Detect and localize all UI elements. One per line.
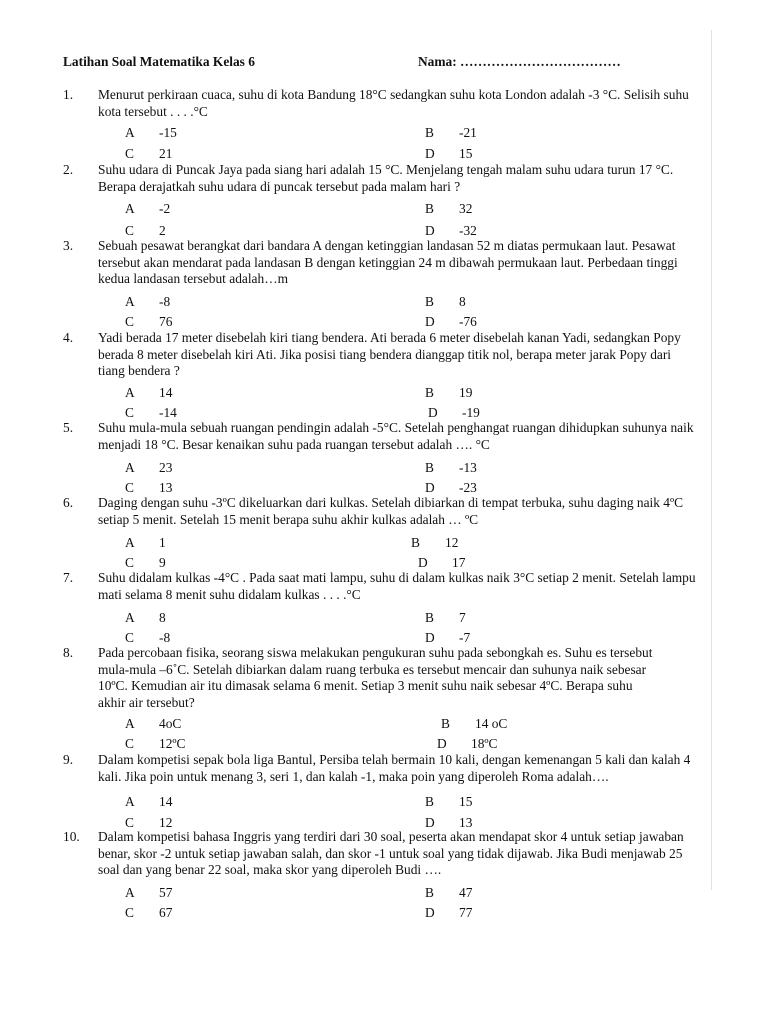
option-letter: C — [125, 630, 134, 645]
option-value: 13 — [159, 480, 173, 495]
option-letter: C — [125, 314, 134, 329]
option-letter: D — [425, 630, 435, 645]
option-value: 67 — [159, 905, 173, 920]
option-value: 14 — [159, 385, 173, 400]
option-value: 12 — [159, 815, 173, 830]
option-value: 8 — [459, 294, 466, 309]
option-letter: D — [428, 405, 438, 420]
option-value: 14 oC — [475, 716, 508, 731]
question-text-line: Dalam kompetisi sepak bola liga Bantul, Persiba telah bermain 10 kali, dengan kemenangan 5 kali dan kalah 4 — [98, 752, 691, 767]
option-letter: C — [125, 405, 134, 420]
name-field-label: Nama: ……………………………… — [418, 54, 621, 69]
option-letter: A — [125, 794, 135, 809]
option-letter: A — [125, 460, 135, 475]
option-value: 13 — [459, 815, 473, 830]
worksheet-header — [63, 54, 703, 72]
worksheet-title: Latihan Soal Matematika Kelas 6 — [63, 54, 255, 69]
option-value: -23 — [459, 480, 477, 495]
option-value: 21 — [159, 146, 173, 161]
option-letter: B — [411, 535, 420, 550]
question-number: 8. — [63, 645, 74, 660]
option-letter: B — [441, 716, 450, 731]
question-text-line: Dalam kompetisi bahasa Inggris yang terdiri dari 30 soal, peserta akan mendapat skor 4 untuk setiap jawaban — [98, 829, 684, 844]
option-letter: C — [125, 905, 134, 920]
question-text — [98, 87, 713, 120]
option-letter: D — [418, 555, 428, 570]
question-number: 1. — [63, 87, 74, 102]
option-letter: C — [125, 223, 134, 238]
option-letter: B — [425, 385, 434, 400]
question-text-line: Suhu didalam kulkas -4°C . Pada saat mati lampu, suhu di dalam kulkas naik 3°C setiap 2 menit. Setelah lampu — [98, 570, 696, 585]
question-text-line: Berapa derajatkah suhu udara di puncak tersebut pada malam hari ? — [98, 178, 461, 194]
option-letter: A — [125, 716, 135, 731]
question-text — [98, 570, 713, 603]
option-value: 9 — [159, 555, 166, 570]
option-letter: D — [425, 815, 435, 830]
question-text-line: tiang bendera ? — [98, 363, 180, 379]
option-value: 76 — [159, 314, 173, 329]
question-text-line: mula-mula –6˚C. Setelah dibiarkan dalam ruang terbuka es tersebut mencair dan suhunya naik sebesar — [98, 661, 647, 677]
question-number: 4. — [63, 330, 74, 345]
option-value: 12ºC — [159, 736, 186, 751]
question-text-line: Yadi berada 17 meter disebelah kiri tiang bendera. Ati berada 6 meter disebelah kanan Yadi, sedangkan Popy — [98, 330, 681, 345]
option-letter: A — [125, 535, 135, 550]
option-value: 32 — [459, 201, 473, 216]
question-text — [98, 238, 713, 288]
question-text-line: 10ºC. Kemudian air itu dimasak selama 6 menit. Setiap 3 menit suhu naik sebesar 4ºC. Berapa suhu — [98, 678, 633, 694]
question-number: 3. — [63, 238, 74, 253]
question-text-line: soal dan yang benar 22 soal, maka skor yang diperoleh Budi …. — [98, 862, 442, 878]
question-number: 9. — [63, 752, 74, 767]
question-number: 10. — [63, 829, 80, 844]
question-text-line: Sebuah pesawat berangkat dari bandara A dengan ketinggian landasan 52 m diatas permukaan laut. Pesawat — [98, 238, 676, 253]
option-value: 57 — [159, 885, 173, 900]
option-letter: B — [425, 610, 434, 625]
option-value: 17 — [452, 555, 466, 570]
option-letter: B — [425, 885, 434, 900]
option-letter: A — [125, 385, 135, 400]
question-text-line: Suhu mula-mula sebuah ruangan pendingin adalah -5°C. Setelah penghangat ruangan dihidupkan suhunya naik — [98, 420, 694, 435]
option-value: -8 — [159, 294, 171, 309]
question-text-line: menjadi 18 °C. Besar kenaikan suhu pada ruangan tersebut adalah …. °C — [98, 436, 490, 452]
question-number: 7. — [63, 570, 74, 585]
option-letter: B — [425, 201, 434, 216]
option-value: -8 — [159, 630, 171, 645]
question-text — [98, 420, 713, 453]
question-text — [98, 645, 713, 711]
option-value: 19 — [459, 385, 473, 400]
option-value: -32 — [459, 223, 477, 238]
question-number: 2. — [63, 162, 74, 177]
option-value: -2 — [159, 201, 171, 216]
option-value: -76 — [459, 314, 477, 329]
option-letter: D — [437, 736, 447, 751]
option-letter: D — [425, 314, 435, 329]
option-value: 23 — [159, 460, 173, 475]
question-text-line: Menurut perkiraan cuaca, suhu di kota Bandung 18°C sedangkan suhu kota London adalah -3 °C. Selisih suhu — [98, 87, 689, 102]
option-letter: A — [125, 125, 135, 140]
question-text-line: tersebut akan mendarat pada landasan B dengan ketinggian 24 m dibawah permukaan laut. Perbedaan tinggi — [98, 254, 678, 270]
option-value: -19 — [462, 405, 480, 420]
option-letter: D — [425, 223, 435, 238]
option-letter: A — [125, 610, 135, 625]
option-letter: C — [125, 736, 134, 751]
question-text-line: berada 8 meter disebelah kiri Ati. Jika posisi tiang bendera dianggap titik nol, berapa meter jarak Popy dari — [98, 346, 672, 362]
option-letter: B — [425, 460, 434, 475]
question-text — [98, 829, 713, 879]
option-value: 15 — [459, 146, 473, 161]
option-letter: D — [425, 905, 435, 920]
question-text-line: Suhu udara di Puncak Jaya pada siang hari adalah 15 °C. Menjelang tengah malam suhu udara turun 17 °C. — [98, 162, 674, 177]
option-value: 77 — [459, 905, 473, 920]
option-letter: D — [425, 146, 435, 161]
question-number: 5. — [63, 420, 74, 435]
option-value: 1 — [159, 535, 166, 550]
option-value: -15 — [159, 125, 177, 140]
option-value: 18ºC — [471, 736, 498, 751]
option-value: 15 — [459, 794, 473, 809]
question-text — [98, 162, 713, 195]
option-value: -14 — [159, 405, 177, 420]
option-letter: B — [425, 794, 434, 809]
option-letter: A — [125, 201, 135, 216]
option-letter: C — [125, 480, 134, 495]
question-text-line: akhir air tersebut? — [98, 694, 195, 710]
option-value: 12 — [445, 535, 459, 550]
option-letter: A — [125, 885, 135, 900]
option-value: -13 — [459, 460, 477, 475]
question-number: 6. — [63, 495, 74, 510]
question-text-line: kota tersebut . . . .°C — [98, 103, 208, 119]
option-value: 8 — [159, 610, 166, 625]
option-value: 47 — [459, 885, 473, 900]
option-value: -7 — [459, 630, 471, 645]
option-letter: A — [125, 294, 135, 309]
question-text-line: Daging dengan suhu -3ºC dikeluarkan dari kulkas. Setelah dibiarkan di tempat terbuka, suhu daging naik 4ºC — [98, 495, 684, 510]
question-text — [98, 495, 713, 528]
question-text — [98, 330, 713, 380]
question-text — [98, 752, 713, 785]
option-value: 14 — [159, 794, 173, 809]
option-letter: B — [425, 125, 434, 140]
option-letter: C — [125, 146, 134, 161]
option-letter: C — [125, 815, 134, 830]
option-letter: D — [425, 480, 435, 495]
option-value: 7 — [459, 610, 466, 625]
question-text-line: mati selama 8 menit suhu didalam kulkas . . . .°C — [98, 586, 361, 602]
option-letter: B — [425, 294, 434, 309]
question-text-line: setiap 5 menit. Setelah 15 menit berapa suhu akhir kulkas adalah … ºC — [98, 511, 479, 527]
question-text-line: Pada percobaan fisika, seorang siswa melakukan pengukuran suhu pada sebongkah es. Suhu es tersebut — [98, 645, 653, 660]
question-text-line: benar, skor -2 untuk setiap jawaban salah, dan skor -1 untuk soal yang tidak dijawab. Jika Budi menjawab 25 — [98, 845, 683, 861]
option-value: -21 — [459, 125, 477, 140]
option-letter: C — [125, 555, 134, 570]
option-value: 2 — [159, 223, 166, 238]
option-value: 4oC — [159, 716, 182, 731]
question-text-line: kedua landasan tersebut adalah…m — [98, 271, 288, 287]
question-text-line: kali. Jika poin untuk menang 3, seri 1, dan kalah -1, maka poin yang diperoleh Roma adalah…. — [98, 768, 609, 784]
